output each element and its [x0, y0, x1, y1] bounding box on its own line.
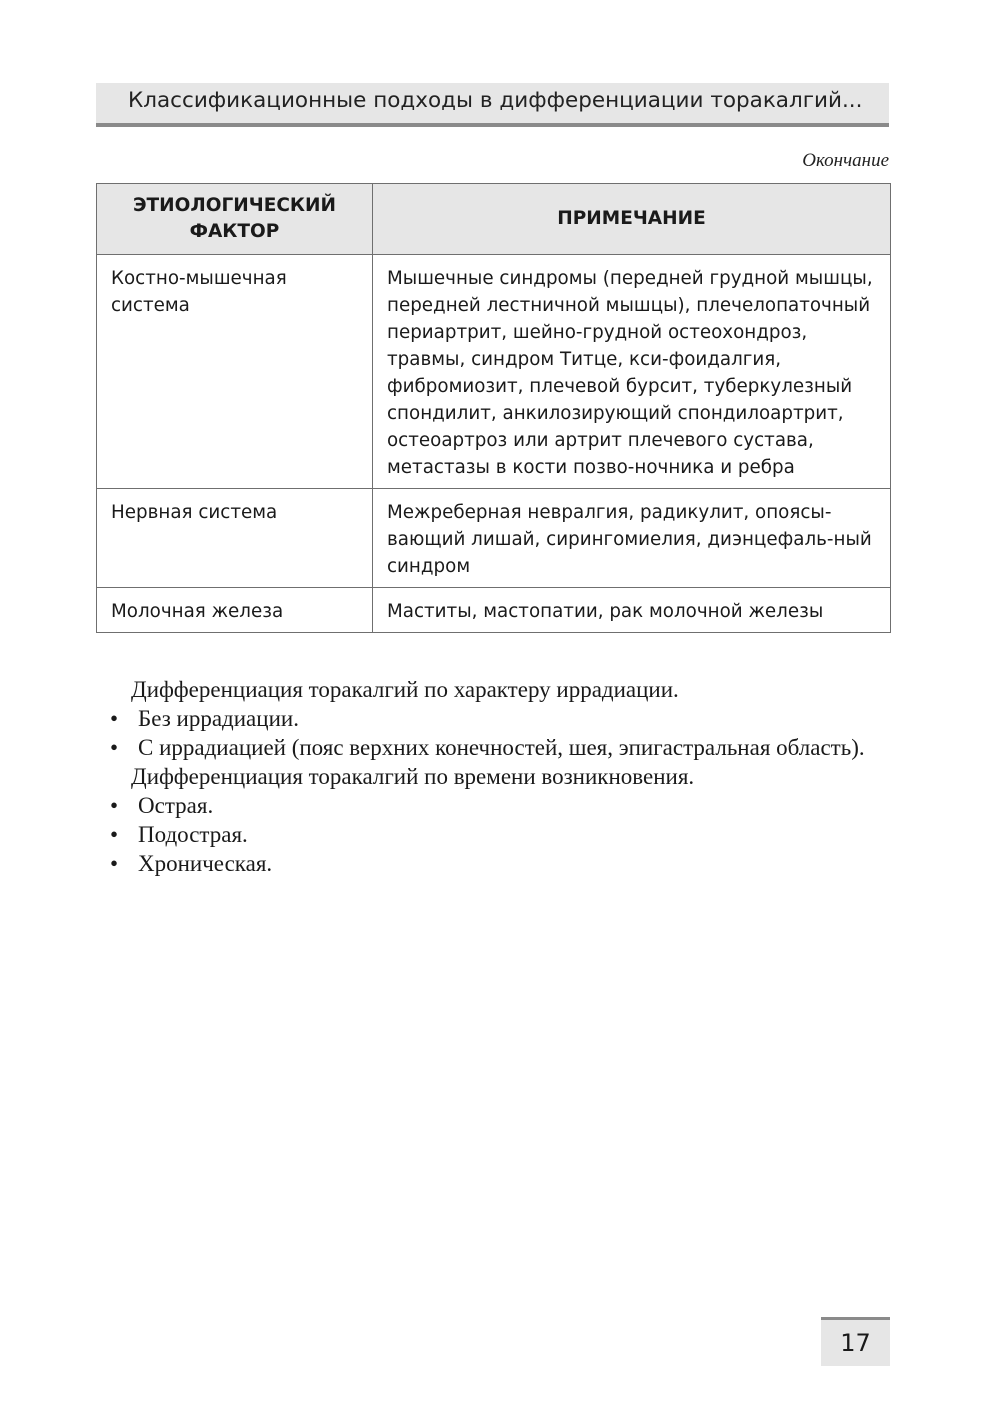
list-item [108, 733, 890, 762]
column-header-note: ПРИМЕЧАНИЕ [373, 184, 891, 255]
bullet-icon: • [110, 851, 119, 876]
bullet-icon: • [110, 822, 119, 847]
table-continuation-label: Окончание [802, 150, 889, 171]
note-cell: Межреберная невралгия, радикулит, опоясы-вающий лишай, сирингомиелия, диэнцефаль-ный синдром [373, 489, 891, 588]
paragraph-irradiation: Дифференциация торакалгий по характеру иррадиации. [131, 677, 679, 702]
factor-cell: Молочная железа [97, 588, 373, 633]
list-item-text: Хроническая. [138, 851, 273, 876]
running-header-title: Классификационные подходы в дифференциации торакалгий... [128, 88, 863, 113]
running-header [96, 83, 889, 127]
bullet-icon: • [110, 735, 119, 760]
table-header-row [97, 184, 891, 255]
list-item-text: Без иррадиации. [138, 706, 299, 731]
table-row [97, 255, 891, 489]
column-header-factor: ЭТИОЛОГИЧЕСКИЙ ФАКТОР [97, 184, 373, 255]
note-cell: Маститы, мастопатии, рак молочной железы [373, 588, 891, 633]
bullet-icon: • [110, 706, 119, 731]
irradiation-list [108, 704, 890, 762]
etiology-table [96, 183, 891, 633]
factor-cell: Костно-мышечная система [97, 255, 373, 489]
list-item [108, 791, 890, 820]
list-item [108, 704, 890, 733]
body-text [108, 675, 890, 878]
list-item-text: Острая. [138, 793, 214, 818]
list-item [108, 849, 890, 878]
page-number: 17 [821, 1317, 890, 1366]
note-cell: Мышечные синдромы (передней грудной мышцы, передней лестничной мышцы), плечелопаточный периартрит, шейно-грудной остеохондроз, травмы, синдром Титце, кси-фоидалгия, фибромиозит, плечевой бурсит, туберкулезный спондилит, анкилозирующий спондилоартрит, остеоартроз или артрит плечевого сустава, метастазы в кости позво-ночника и ребра [373, 255, 891, 489]
bullet-icon: • [110, 793, 119, 818]
list-item [108, 820, 890, 849]
onset-list [108, 791, 890, 878]
list-item-text: Подострая. [138, 822, 248, 847]
paragraph-onset: Дифференциация торакалгий по времени возникновения. [131, 764, 695, 789]
factor-cell: Нервная система [97, 489, 373, 588]
table-row [97, 489, 891, 588]
list-item-text: С иррадиацией (пояс верхних конечностей, шея, эпигастральная область). [138, 735, 865, 760]
table-row [97, 588, 891, 633]
